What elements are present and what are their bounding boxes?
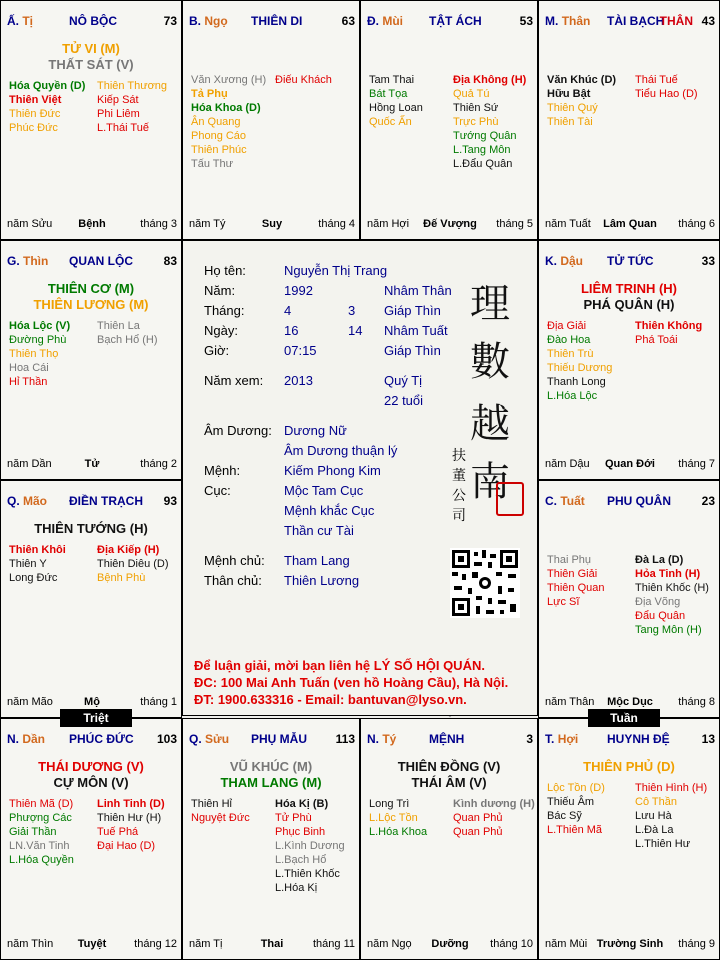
star-col-right: [97, 79, 167, 135]
palace-year: năm Thìn: [7, 938, 54, 950]
star: Hoa Cái: [9, 362, 49, 374]
star: Thiên Tài: [547, 116, 593, 128]
palace-branch: Q. Mão: [7, 494, 48, 508]
star: Bệnh Phù: [97, 572, 146, 584]
palace-branch: T. Hợi: [545, 732, 579, 746]
star: Phá Toái: [635, 334, 678, 346]
calligraphy-char: 理: [470, 281, 510, 327]
main-star: THIÊN PHỦ (D): [583, 759, 675, 774]
calligraphy-char: 南: [470, 459, 510, 505]
palace-suu: [182, 718, 360, 960]
star: Hóa Kị (B): [275, 798, 329, 810]
palace-footer: [367, 938, 533, 952]
palace-footer: [367, 218, 533, 232]
star: Hóa Lộc (V): [9, 320, 71, 332]
palace-year: năm Ngọ: [367, 938, 412, 950]
main-star: THIÊN LƯƠNG (M): [33, 297, 149, 312]
star: Hữu Bật: [547, 88, 591, 100]
value-than-chu: Thiên Lương: [284, 573, 360, 588]
label-year-view: Năm xem:: [204, 373, 264, 388]
palace-month: tháng 10: [490, 938, 533, 950]
palace-stage: Trường Sinh: [596, 938, 664, 950]
calligraphy-char: 數: [470, 339, 510, 385]
star: Phục Binh: [275, 826, 326, 838]
palace-number: 33: [701, 254, 715, 268]
palace-branch: N. Dần: [7, 732, 46, 746]
palace-branch: Ấ. Tị: [7, 14, 34, 28]
palace-footer: [545, 218, 715, 232]
value-am-duong-2: Âm Dương thuận lý: [284, 443, 398, 458]
star-col-right: [635, 553, 709, 637]
palace-mao: [0, 480, 182, 718]
star: L.Lộc Tồn: [369, 812, 418, 824]
palace-header: [545, 254, 715, 268]
palace-header: [545, 732, 715, 746]
palace-ngo: [182, 0, 360, 240]
star: L.Bạch Hổ: [275, 854, 327, 866]
star: L.Hóa Khoa: [369, 826, 428, 838]
palace-stage: Suy: [261, 218, 283, 230]
palace-number: 73: [163, 14, 177, 28]
palace-year: năm Tị: [189, 938, 223, 950]
star-col-right: [453, 73, 526, 171]
main-star: THAM LANG (M): [220, 775, 322, 790]
palace-header: [7, 254, 177, 268]
palace-name: TẬT ÁCH: [429, 14, 482, 28]
star: L.Kình Dương: [275, 840, 345, 852]
palace-branch: K. Dậu: [545, 254, 584, 268]
star-col-left: [9, 319, 70, 389]
red-seal-stamp: [496, 482, 524, 516]
palace-month: tháng 11: [312, 938, 355, 950]
palace-footer: [189, 218, 355, 232]
palace-hoi: [538, 718, 720, 960]
star: Địa Giải: [547, 320, 587, 332]
value-age: 22 tuổi: [384, 393, 424, 408]
main-star: LIÊM TRINH (H): [580, 281, 678, 296]
palace-number: 113: [335, 732, 355, 746]
star-col-right: [635, 73, 698, 101]
palace-branch: Đ. Mùi: [367, 14, 404, 28]
main-star: PHÁ QUÂN (H): [583, 297, 675, 312]
star: Tiểu Hao (D): [635, 88, 698, 100]
palace-year: năm Hợi: [367, 218, 410, 230]
palace-branch: N. Tý: [367, 732, 397, 746]
star-col-right: [635, 781, 707, 851]
star-col-right: [635, 319, 702, 347]
label-cuc: Cục:: [204, 483, 231, 498]
star-col-left: [369, 797, 427, 839]
triet-tag: Triệt: [60, 709, 132, 727]
palace-name: PHỤ MẪU: [251, 732, 307, 746]
star: Địa Võng: [635, 596, 681, 608]
palace-number: 43: [701, 14, 715, 28]
palace-branch: C. Tuất: [545, 494, 585, 508]
palace-header: [7, 494, 177, 508]
palace-name: TỬ TỨC: [607, 254, 654, 268]
palace-footer: [7, 938, 177, 952]
main-star: THIÊN ĐỒNG (V): [397, 759, 501, 774]
palace-header: [367, 732, 533, 746]
star: Đại Hao (D): [97, 840, 156, 852]
star: Long Đức: [9, 572, 58, 584]
star: Thiên Hư (H): [97, 812, 162, 824]
value-day-lunar: 14: [348, 323, 363, 338]
star: Thiếu Âm: [547, 796, 595, 808]
value-hour-canchi: Giáp Thìn: [384, 343, 441, 358]
palace-stage: Đế Vượng: [423, 218, 477, 230]
palace-stage: Tuyệt: [77, 938, 107, 950]
star: Tử Phù: [275, 812, 312, 824]
star-col-right: [97, 543, 169, 585]
palace-stage: Thai: [260, 938, 284, 950]
palace-number: 3: [526, 732, 533, 746]
star: L.Đà La: [635, 824, 674, 836]
palace-stage: Quan Đới: [605, 458, 655, 470]
palace-year: năm Dần: [7, 458, 52, 470]
main-star: THIÊN TƯỚNG (H): [34, 521, 148, 536]
palace-dan: [0, 718, 182, 960]
palace-name: NÔ BỘC: [69, 14, 117, 28]
star: L.Tang Môn: [453, 144, 511, 156]
star: Đường Phù: [9, 334, 67, 346]
palace-year: năm Mùi: [545, 938, 588, 950]
star: Trực Phù: [453, 116, 499, 128]
star-col-left: [547, 781, 605, 837]
value-menh-chu: Tham Lang: [284, 553, 350, 568]
palace-number: 93: [163, 494, 177, 508]
main-star: TỬ VI (M): [62, 41, 120, 56]
star: L.Đẩu Quân: [453, 158, 513, 170]
star: Thiên Diêu (D): [97, 558, 169, 570]
value-hour: 07:15: [284, 343, 317, 358]
star: Thiên Không: [635, 320, 703, 332]
star: L.Hóa Quyền: [9, 854, 74, 866]
star: Thiên Khôi: [9, 544, 66, 556]
palace-branch: B. Ngọ: [189, 14, 228, 28]
value-cuc-2: Mệnh khắc Cục: [284, 503, 375, 518]
star-col-left: [369, 73, 423, 129]
palace-name: MỆNH: [429, 732, 465, 746]
label-hour: Giờ:: [204, 343, 230, 358]
star: Phượng Các: [9, 812, 72, 824]
palace-tuat: [538, 480, 720, 718]
star: Thiên Hình (H): [635, 782, 708, 794]
value-month-lunar: 3: [348, 303, 356, 318]
star-col-left: [547, 319, 612, 403]
star: L.Thiên Mã: [547, 824, 603, 836]
star: Thái Tuế: [635, 74, 678, 86]
palace-branch: Q. Sửu: [189, 732, 230, 746]
star: Tam Thai: [369, 74, 415, 86]
palace-footer: [7, 696, 177, 710]
value-month-solar: 4: [284, 303, 292, 318]
palace-footer: [7, 218, 177, 232]
star: Quốc Ấn: [369, 116, 412, 128]
palace-month: tháng 6: [678, 218, 715, 230]
value-cuc-3: Thần cư Tài: [284, 523, 354, 538]
star-col-left: [9, 797, 74, 867]
label-am-duong: Âm Dương:: [204, 423, 272, 438]
palace-month: tháng 4: [318, 218, 355, 230]
star: Phong Cáo: [191, 130, 247, 142]
star: Thiên Trù: [547, 348, 594, 360]
star: Quả Tú: [453, 88, 490, 100]
palace-name: PHU QUÂN: [607, 494, 672, 508]
star: Văn Khúc (D): [547, 74, 617, 86]
value-menh: Kiếm Phong Kim: [284, 463, 381, 478]
value-day-solar: 16: [284, 323, 299, 338]
star: Lưu Hà: [635, 810, 672, 822]
star: Địa Kiếp (H): [97, 544, 160, 556]
star: Văn Xương (H): [191, 74, 267, 86]
star: Thiên Phúc: [191, 144, 247, 156]
palace-year: năm Dậu: [545, 458, 590, 470]
star-col-left: [9, 79, 85, 135]
star: Hóa Khoa (D): [191, 102, 261, 114]
main-star: CỰ MÔN (V): [53, 775, 129, 790]
star: Hóa Quyền (D): [9, 80, 86, 92]
star: Phúc Đức: [9, 122, 58, 134]
palace-name: THIÊN DI: [251, 14, 303, 28]
star: Đà La (D): [635, 554, 684, 566]
star: L.Hóa Lộc: [547, 390, 598, 402]
palace-footer: [545, 938, 715, 952]
palace-dau: [538, 240, 720, 480]
palace-month: tháng 1: [140, 696, 177, 708]
palace-month: tháng 7: [678, 458, 715, 470]
value-year-view: 2013: [284, 373, 313, 388]
star: L.Thiên Hư: [635, 838, 691, 850]
main-star: THÁI DƯƠNG (V): [38, 759, 144, 774]
palace-ti: [360, 718, 538, 960]
star: Bạch Hổ (H): [97, 334, 158, 346]
palace-thin: [0, 240, 182, 480]
label-than-chu: Thân chủ:: [204, 573, 262, 588]
star: Thiên Thương: [97, 80, 168, 92]
palace-number: 103: [156, 732, 177, 746]
label-year: Năm:: [204, 283, 236, 298]
star: Phi Liêm: [97, 108, 140, 120]
palace-name: TÀI BẠCH: [607, 14, 665, 28]
star: Tuế Phá: [97, 826, 139, 838]
palace-month: tháng 5: [496, 218, 533, 230]
star: Giải Thần: [9, 826, 57, 838]
star: Tấu Thư: [191, 158, 234, 170]
star-col-right: [275, 797, 345, 895]
star: Tướng Quân: [453, 130, 517, 142]
palace-header: [7, 732, 177, 746]
star: Quan Phủ: [453, 826, 503, 838]
palace-footer: [545, 696, 715, 710]
star: Hỉ Thần: [9, 376, 48, 388]
main-star: THÁI ÂM (V): [411, 775, 487, 790]
palace-footer: [545, 458, 715, 472]
palace-number: 13: [701, 732, 715, 746]
palace-number: 83: [163, 254, 177, 268]
star: L.Hóa Kị: [275, 882, 318, 894]
star: Hồng Loan: [369, 102, 423, 114]
palace-month: tháng 2: [140, 458, 177, 470]
palace-stage: Mộ: [84, 696, 100, 708]
contact-line-3: ĐT: 1900.633316 - Email: bantuvan@lyso.vn.: [194, 692, 467, 707]
value-am-duong: Dương Nữ: [284, 423, 347, 438]
star: Thiếu Dương: [547, 362, 613, 374]
star: Quan Phủ: [453, 812, 503, 824]
star: Lực Sĩ: [547, 596, 580, 608]
star-col-left: [547, 553, 604, 609]
contact-line-1: Để luận giải, mời bạn liên hệ LÝ SỐ HỘI QUÁN.: [194, 658, 485, 673]
star: L.Thái Tuế: [97, 122, 149, 134]
star: Kình dương (H): [453, 798, 535, 810]
star: Tả Phụ: [191, 88, 228, 100]
calligraphy-small: 扶 董 公 司: [452, 448, 466, 524]
star: Điếu Khách: [275, 74, 332, 86]
main-star: VŨ KHÚC (M): [229, 759, 313, 774]
value-cuc: Mộc Tam Cục: [284, 483, 364, 498]
palace-ty: [0, 0, 182, 240]
label-menh: Mệnh:: [204, 463, 241, 478]
palace-name: PHÚC ĐỨC: [69, 732, 134, 746]
star: Địa Không (H): [453, 74, 527, 86]
palace-stage: Dưỡng: [431, 938, 469, 950]
star: Kiếp Sát: [97, 94, 139, 106]
palace-mui: [360, 0, 538, 240]
star: Thanh Long: [547, 376, 606, 388]
palace-year: năm Tuất: [545, 218, 591, 230]
qr-code-icon: [450, 548, 520, 618]
star-col-right: [97, 319, 158, 347]
palace-header: [189, 732, 355, 746]
palace-stage: Lâm Quan: [603, 218, 657, 230]
star: L.Thiên Khốc: [275, 868, 340, 880]
palace-extra: THÂN: [659, 14, 693, 28]
palace-year: năm Sửu: [7, 218, 53, 230]
star: Ân Quang: [191, 116, 241, 128]
star-col-right: [97, 797, 165, 853]
star: Thiên Quý: [547, 102, 598, 114]
palace-header: [545, 494, 715, 508]
star: Thiên La: [97, 320, 140, 332]
star-col-right: [275, 73, 332, 87]
value-month-canchi: Giáp Thìn: [384, 303, 441, 318]
palace-header: [189, 14, 355, 28]
star: Thiên Quan: [547, 582, 605, 594]
value-name: Nguyễn Thị Trang: [284, 263, 388, 278]
star: Thiên Thọ: [9, 348, 59, 360]
value-year-canchi: Nhâm Thân: [384, 283, 452, 298]
star: Bát Tọa: [369, 88, 408, 100]
value-day-canchi: Nhâm Tuất: [384, 323, 448, 338]
star: Thai Phụ: [547, 554, 592, 566]
star: Thiên Sứ: [453, 102, 499, 114]
star: Thiên Đức: [9, 108, 61, 120]
palace-number: 63: [341, 14, 355, 28]
star: Thiên Việt: [9, 94, 62, 106]
star: Thiên Y: [9, 558, 47, 570]
star: LN.Văn Tinh: [9, 840, 70, 852]
star-col-left: [9, 543, 66, 585]
palace-name: QUAN LỘC: [69, 254, 133, 268]
calligraphy-char: 越: [470, 401, 510, 447]
star: Hỏa Tinh (H): [635, 568, 701, 580]
star: Bác Sỹ: [547, 810, 582, 822]
star: Đẩu Quân: [635, 610, 686, 622]
star: Lộc Tồn (D): [547, 782, 605, 794]
star: Cô Thần: [635, 796, 677, 808]
palace-header: [367, 14, 533, 28]
value-year: 1992: [284, 283, 313, 298]
palace-than: [538, 0, 720, 240]
star: Linh Tinh (D): [97, 798, 165, 810]
palace-stage: Bệnh: [78, 218, 106, 230]
star: Thiên Mã (D): [9, 798, 74, 810]
palace-year: năm Mão: [7, 696, 53, 708]
main-star: THIÊN CƠ (M): [47, 281, 135, 296]
label-month: Tháng:: [204, 303, 245, 318]
palace-year: năm Tý: [189, 218, 226, 230]
star-col-left: [191, 73, 266, 171]
palace-stage: Mộc Dục: [607, 696, 653, 708]
value-year-view-canchi: Quý Tị: [384, 373, 423, 388]
palace-month: tháng 12: [134, 938, 177, 950]
palace-name: ĐIỀN TRẠCH: [69, 494, 143, 508]
star: Thiên Giải: [547, 568, 598, 580]
palace-year: năm Thân: [545, 696, 595, 708]
star: Đào Hoa: [547, 334, 591, 346]
palace-number: 23: [701, 494, 715, 508]
label-day: Ngày:: [204, 323, 238, 338]
palace-header: [7, 14, 177, 28]
star: Thiên Khốc (H): [635, 582, 709, 594]
star-col-left: [191, 797, 250, 825]
palace-month: tháng 9: [678, 938, 715, 950]
star-col-right: [453, 797, 535, 839]
palace-branch: G. Thìn: [7, 254, 49, 268]
star-col-left: [547, 73, 616, 129]
label-name: Họ tên:: [204, 263, 246, 278]
palace-month: tháng 8: [678, 696, 715, 708]
contact-line-2: ĐC: 100 Mai Anh Tuấn (ven hồ Hoàng Cầu), Hà Nội.: [194, 675, 509, 690]
palace-footer: [7, 458, 177, 472]
star: Nguyệt Đức: [191, 812, 250, 824]
palace-branch: M. Thân: [545, 14, 591, 28]
palace-name: HUYNH ĐỆ: [607, 732, 670, 746]
star: Tang Môn (H): [635, 624, 702, 636]
palace-footer: [189, 938, 355, 952]
star: Long Trì: [369, 798, 410, 810]
palace-month: tháng 3: [140, 218, 177, 230]
palace-header: [545, 14, 715, 28]
star: Thiên Hỉ: [191, 798, 232, 810]
label-menh-chu: Mệnh chủ:: [204, 553, 265, 568]
tuan-tag: Tuần: [588, 709, 660, 727]
palace-stage: Tử: [84, 458, 100, 470]
palace-number: 53: [519, 14, 533, 28]
main-star: THẤT SÁT (V): [48, 57, 134, 72]
